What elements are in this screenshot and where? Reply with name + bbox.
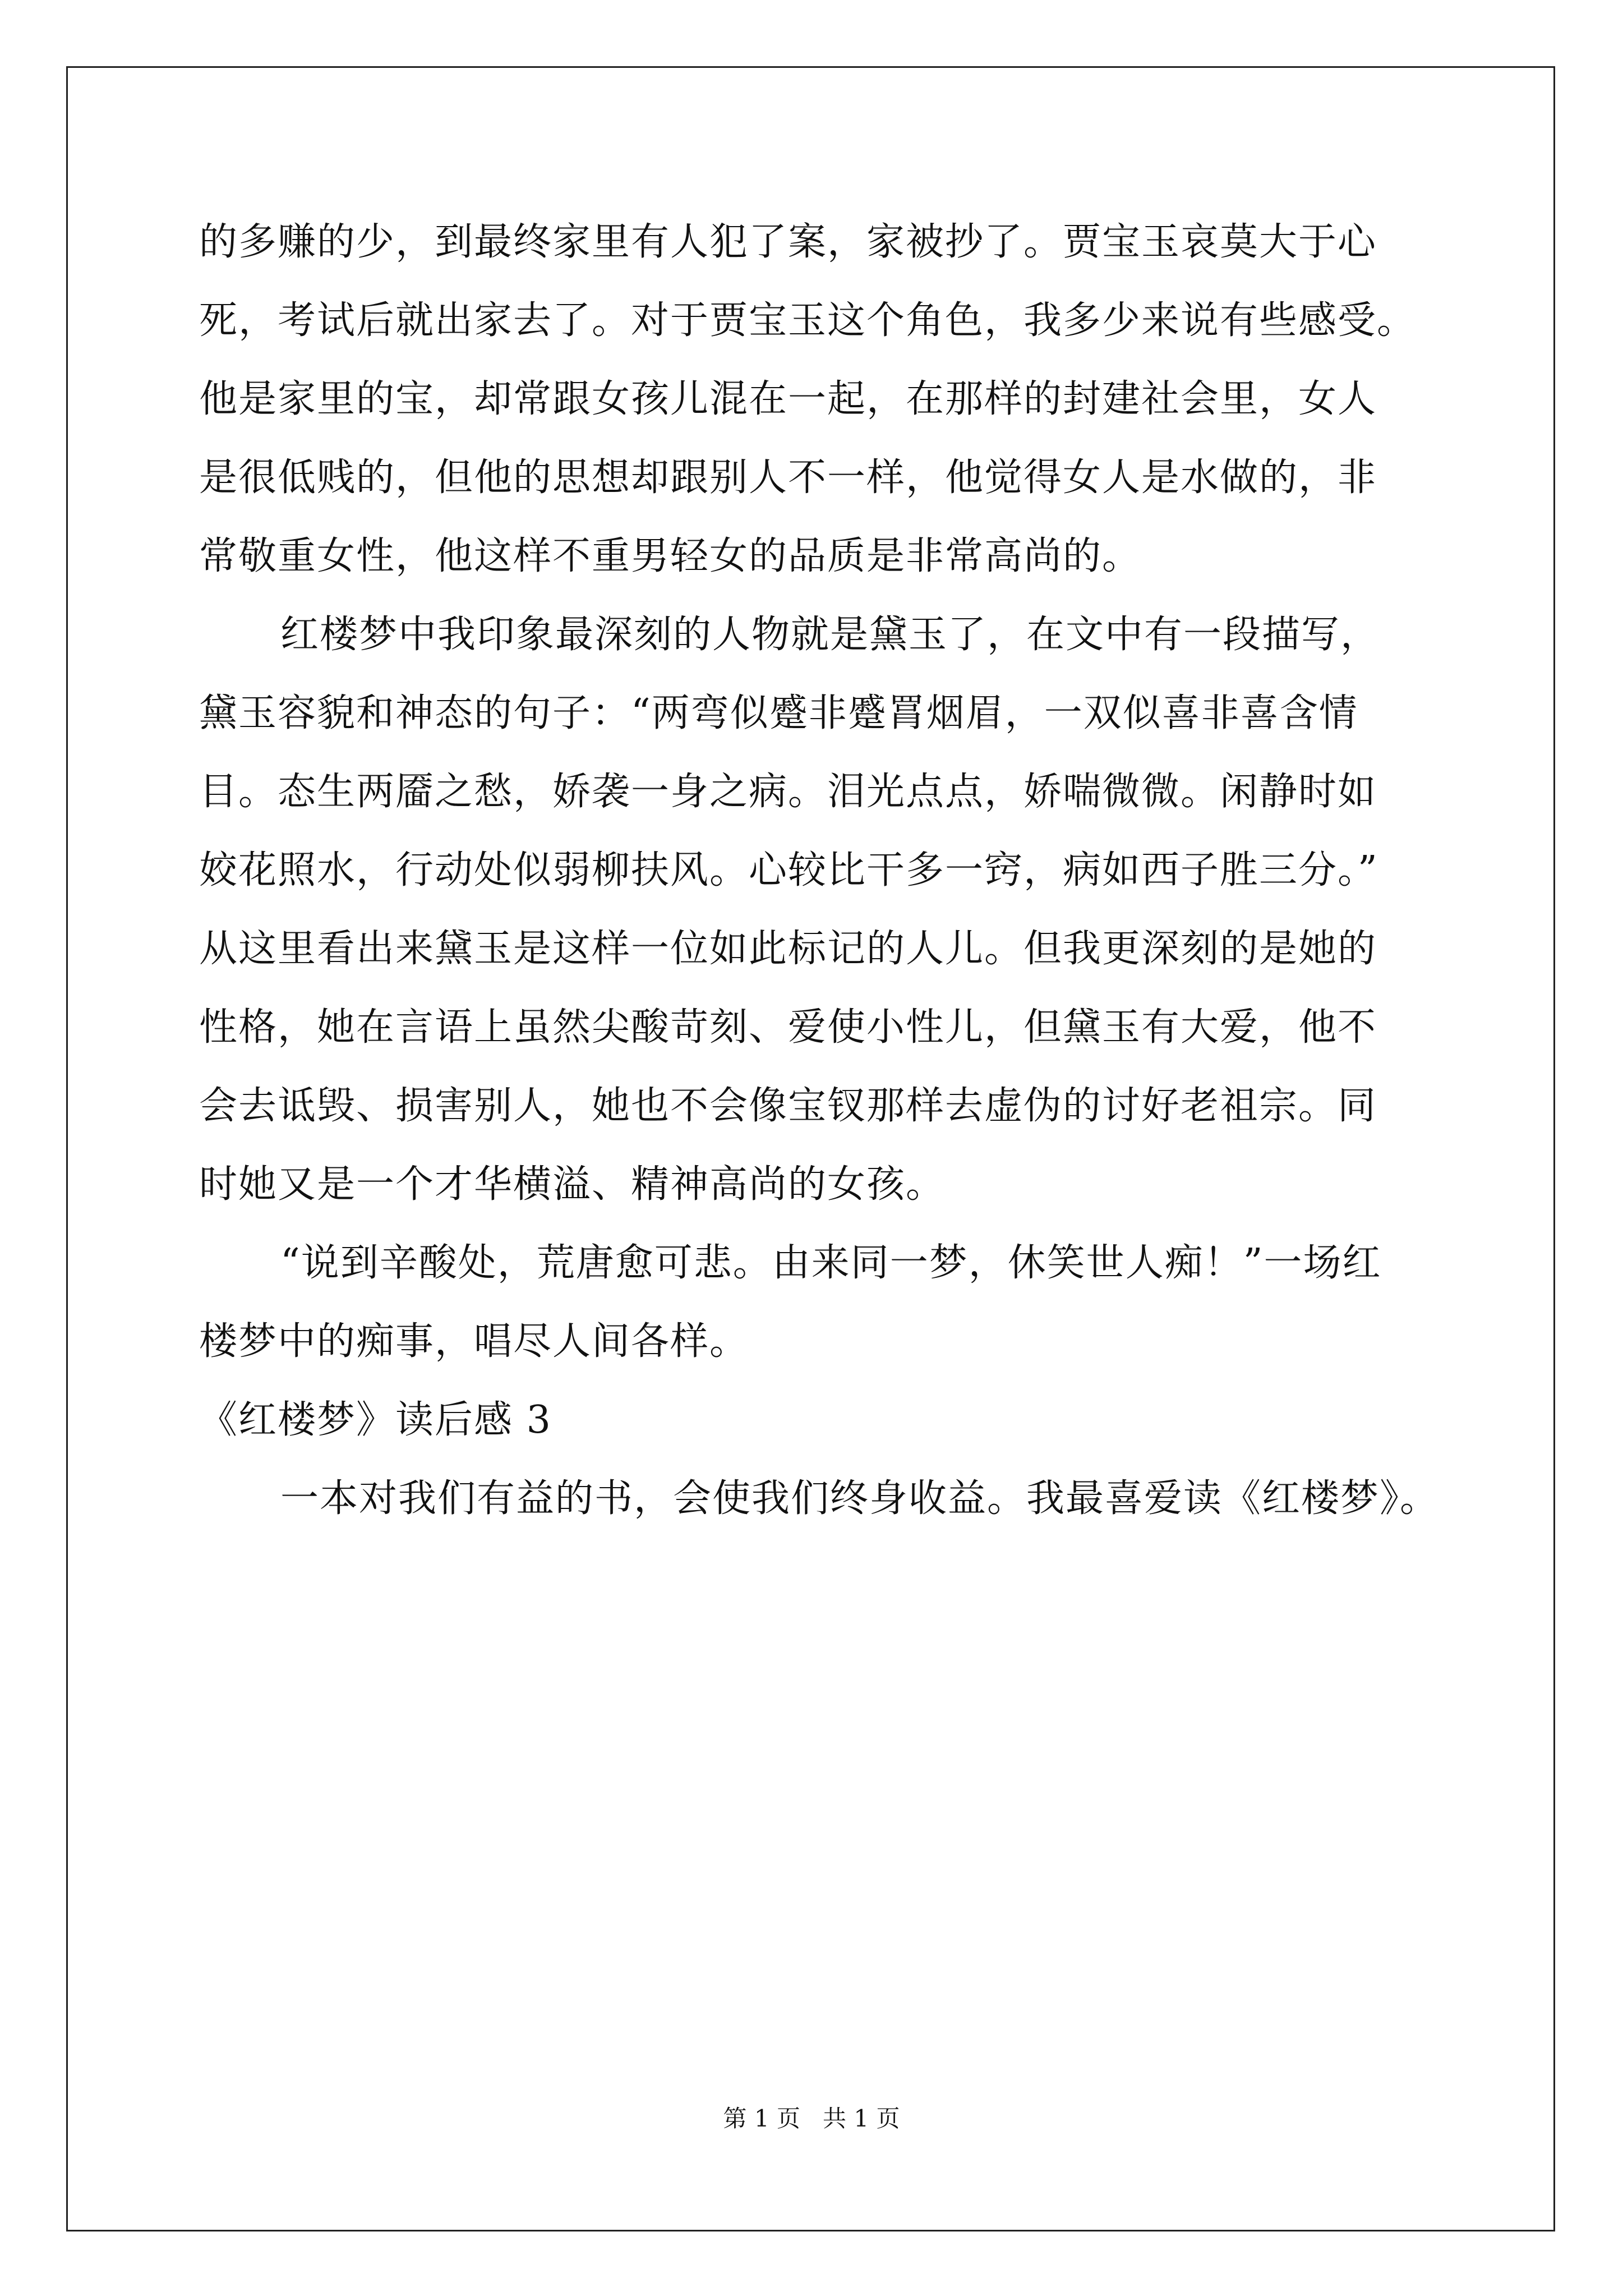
paragraph-start-line: 红楼梦中我印象最深刻的人物就是黛玉了，在文中有一段描写， [280,613,1380,657]
paragraph-start-line: “说到辛酸处，荒唐愈可悲。由来同一梦，休笑世人痴！”一场红 [280,1241,1382,1285]
body-line: 他是家里的宝，却常跟女孩儿混在一起，在那样的封建社会里，女人 [199,377,1377,421]
body-line: 的多赚的少，到最终家里有人犯了案，家被抄了。贾宝玉哀莫大于心 [199,220,1377,264]
body-line: 楼梦中的痴事，唱尽人间各样。 [199,1319,749,1364]
body-line: 是很低贱的，但他的思想却跟别人不一样，他觉得女人是水做的，非 [199,455,1377,500]
body-line: 姣花照水，行动处似弱柳扶风。心较比干多一窍，病如西子胜三分。” [199,848,1378,892]
body-line: 黛玉容貌和神态的句子：“两弯似蹙非蹙罥烟眉，一双似喜非喜含情 [199,691,1358,735]
body-line: 从这里看出来黛玉是这样一位如此标记的人儿。但我更深刻的是她的 [199,927,1377,971]
body-line: 死，考试后就出家去了。对于贾宝玉这个角色，我多少来说有些感受。 [199,298,1417,343]
body-line: 性格，她在言语上虽然尖酸苛刻、爱使小性儿，但黛玉有大爱，他不 [199,1005,1377,1050]
body-line: 常敬重女性，他这样不重男轻女的品质是非常高尚的。 [199,534,1142,578]
body-line: 目。态生两靥之愁，娇袭一身之病。泪光点点，娇喘微微。闲静时如 [199,770,1377,814]
page-footer: 第 1 页 共 1 页 [723,2105,900,2132]
body-line: 会去诋毁、损害别人，她也不会像宝钗那样去虚伪的讨好老祖宗。同 [199,1084,1377,1128]
body-line: 时她又是一个才华横溢、精神高尚的女孩。 [199,1162,946,1207]
section-heading: 《红楼梦》读后感 3 [199,1398,552,1442]
paragraph-start-line: 一本对我们有益的书，会使我们终身收益。我最喜爱读《红楼梦》。 [280,1476,1440,1521]
